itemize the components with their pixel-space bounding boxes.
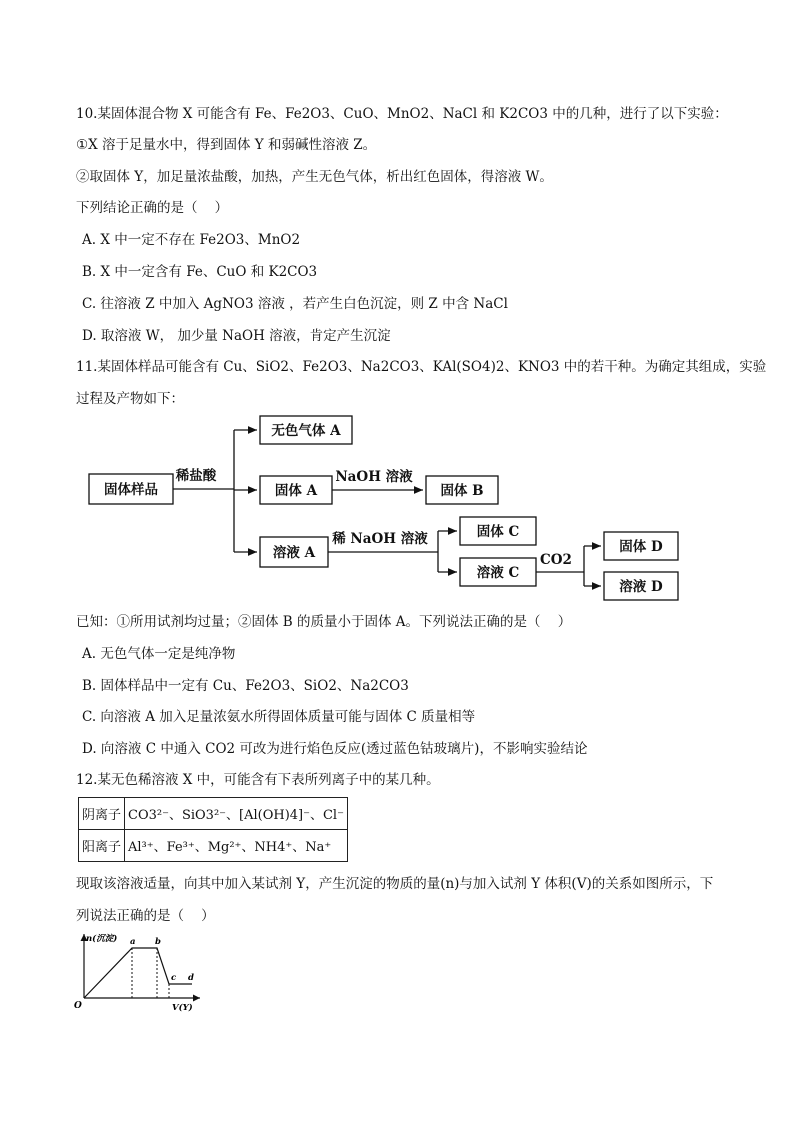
q10-option-b[interactable]: B. X 中一定含有 Fe、CuO 和 K2CO3 <box>82 264 318 280</box>
label-solid-b: 固体 B <box>440 483 484 499</box>
label-gas-a: 无色气体 A <box>271 423 341 439</box>
q10-option-d[interactable]: D. 取溶液 W， 加少量 NaOH 溶液，肯定产生沉淀 <box>82 328 391 344</box>
table-cell-cation: Al³⁺、Fe³⁺、Mg²⁺、NH4⁺、Na⁺ <box>125 830 348 862</box>
q10-ask: 下列结论正确的是（ ） <box>76 200 229 216</box>
label-reagent-3: 稀 NaOH 溶液 <box>332 531 428 547</box>
ion-table <box>78 797 348 862</box>
q10-option-a[interactable]: A. X 中一定不存在 Fe2O3、MnO2 <box>82 232 301 248</box>
q12-desc-line-1: 现取该溶液适量，向其中加入某试剂 Y，产生沉淀的物质的量(n)与加入试剂 Y 体积(V)的关系如图所示，下 <box>76 876 714 892</box>
label-solution-c: 溶液 C <box>476 565 520 581</box>
point-c: c <box>171 973 177 983</box>
q11-stem-line-1: 11.某固体样品可能含有 Cu、SiO2、Fe2O3、Na2CO3、KAl(SO4)2、KNO3 中的若干种。为确定其组成，实验 <box>76 359 767 375</box>
q12-desc-line-2: 列说法正确的是（ ） <box>76 908 215 924</box>
label-reagent-1: 稀盐酸 <box>175 468 217 484</box>
y-axis-label: n(沉淀) <box>86 934 118 944</box>
q10-step-1: ①X 溶于足量水中，得到固体 Y 和弱碱性溶液 Z。 <box>76 137 377 153</box>
point-a: a <box>130 937 136 947</box>
point-d: d <box>188 973 194 983</box>
q11-option-a[interactable]: A. 无色气体一定是纯净物 <box>82 646 236 662</box>
table-cell-anion: CO3²⁻、SiO3²⁻、[Al(OH)4]⁻、Cl⁻ <box>125 798 348 830</box>
label-solid-d: 固体 D <box>619 539 663 555</box>
label-reagent-2: NaOH 溶液 <box>335 469 413 485</box>
table-head-cation: 阳离子 <box>79 830 125 862</box>
label-solution-a: 溶液 A <box>272 545 316 561</box>
table-row <box>79 798 348 830</box>
q11-option-d[interactable]: D. 向溶液 C 中通入 CO2 可改为进行焰色反应(透过蓝色钴玻璃片)，不影响实验结论 <box>82 741 588 757</box>
label-solution-d: 溶液 D <box>619 579 663 595</box>
q11-stem-line-2: 过程及产物如下： <box>76 391 184 407</box>
q11-option-c[interactable]: C. 向溶液 A 加入足量浓氨水所得固体质量可能与固体 C 质量相等 <box>82 709 476 725</box>
q10-option-c[interactable]: C. 往溶液 Z 中加入 AgNO3 溶液 ，若产生白色沉淀，则 Z 中含 NaCl <box>82 296 508 312</box>
q12-graph <box>72 928 212 1018</box>
q11-known: 已知：①所用试剂均过量；②固体 B 的质量小于固体 A。下列说法正确的是（ ） <box>76 614 572 630</box>
label-reagent-4: CO2 <box>540 552 572 568</box>
table-head-anion: 阴离子 <box>79 798 125 830</box>
q10-stem: 10.某固体混合物 X 可能含有 Fe、Fe2O3、CuO、MnO2、NaCl 和 K2CO3 中的几种，进行了以下实验： <box>76 106 728 122</box>
q11-option-b[interactable]: B. 固体样品中一定有 Cu、Fe2O3、SiO2、Na2CO3 <box>82 678 409 694</box>
label-solid-c: 固体 C <box>476 524 520 540</box>
label-solid-a: 固体 A <box>274 483 318 499</box>
table-row <box>79 830 348 862</box>
label-sample: 固体样品 <box>104 482 158 498</box>
q12-stem: 12.某无色稀溶液 X 中，可能含有下表所列离子中的某几种。 <box>76 772 440 788</box>
q10-step-2: ②取固体 Y，加足量浓盐酸，加热，产生无色气体，析出红色固体，得溶液 W。 <box>76 169 553 185</box>
x-axis-label: V(Y) <box>172 1003 193 1013</box>
origin-label: O <box>74 1001 82 1011</box>
point-b: b <box>155 937 161 947</box>
